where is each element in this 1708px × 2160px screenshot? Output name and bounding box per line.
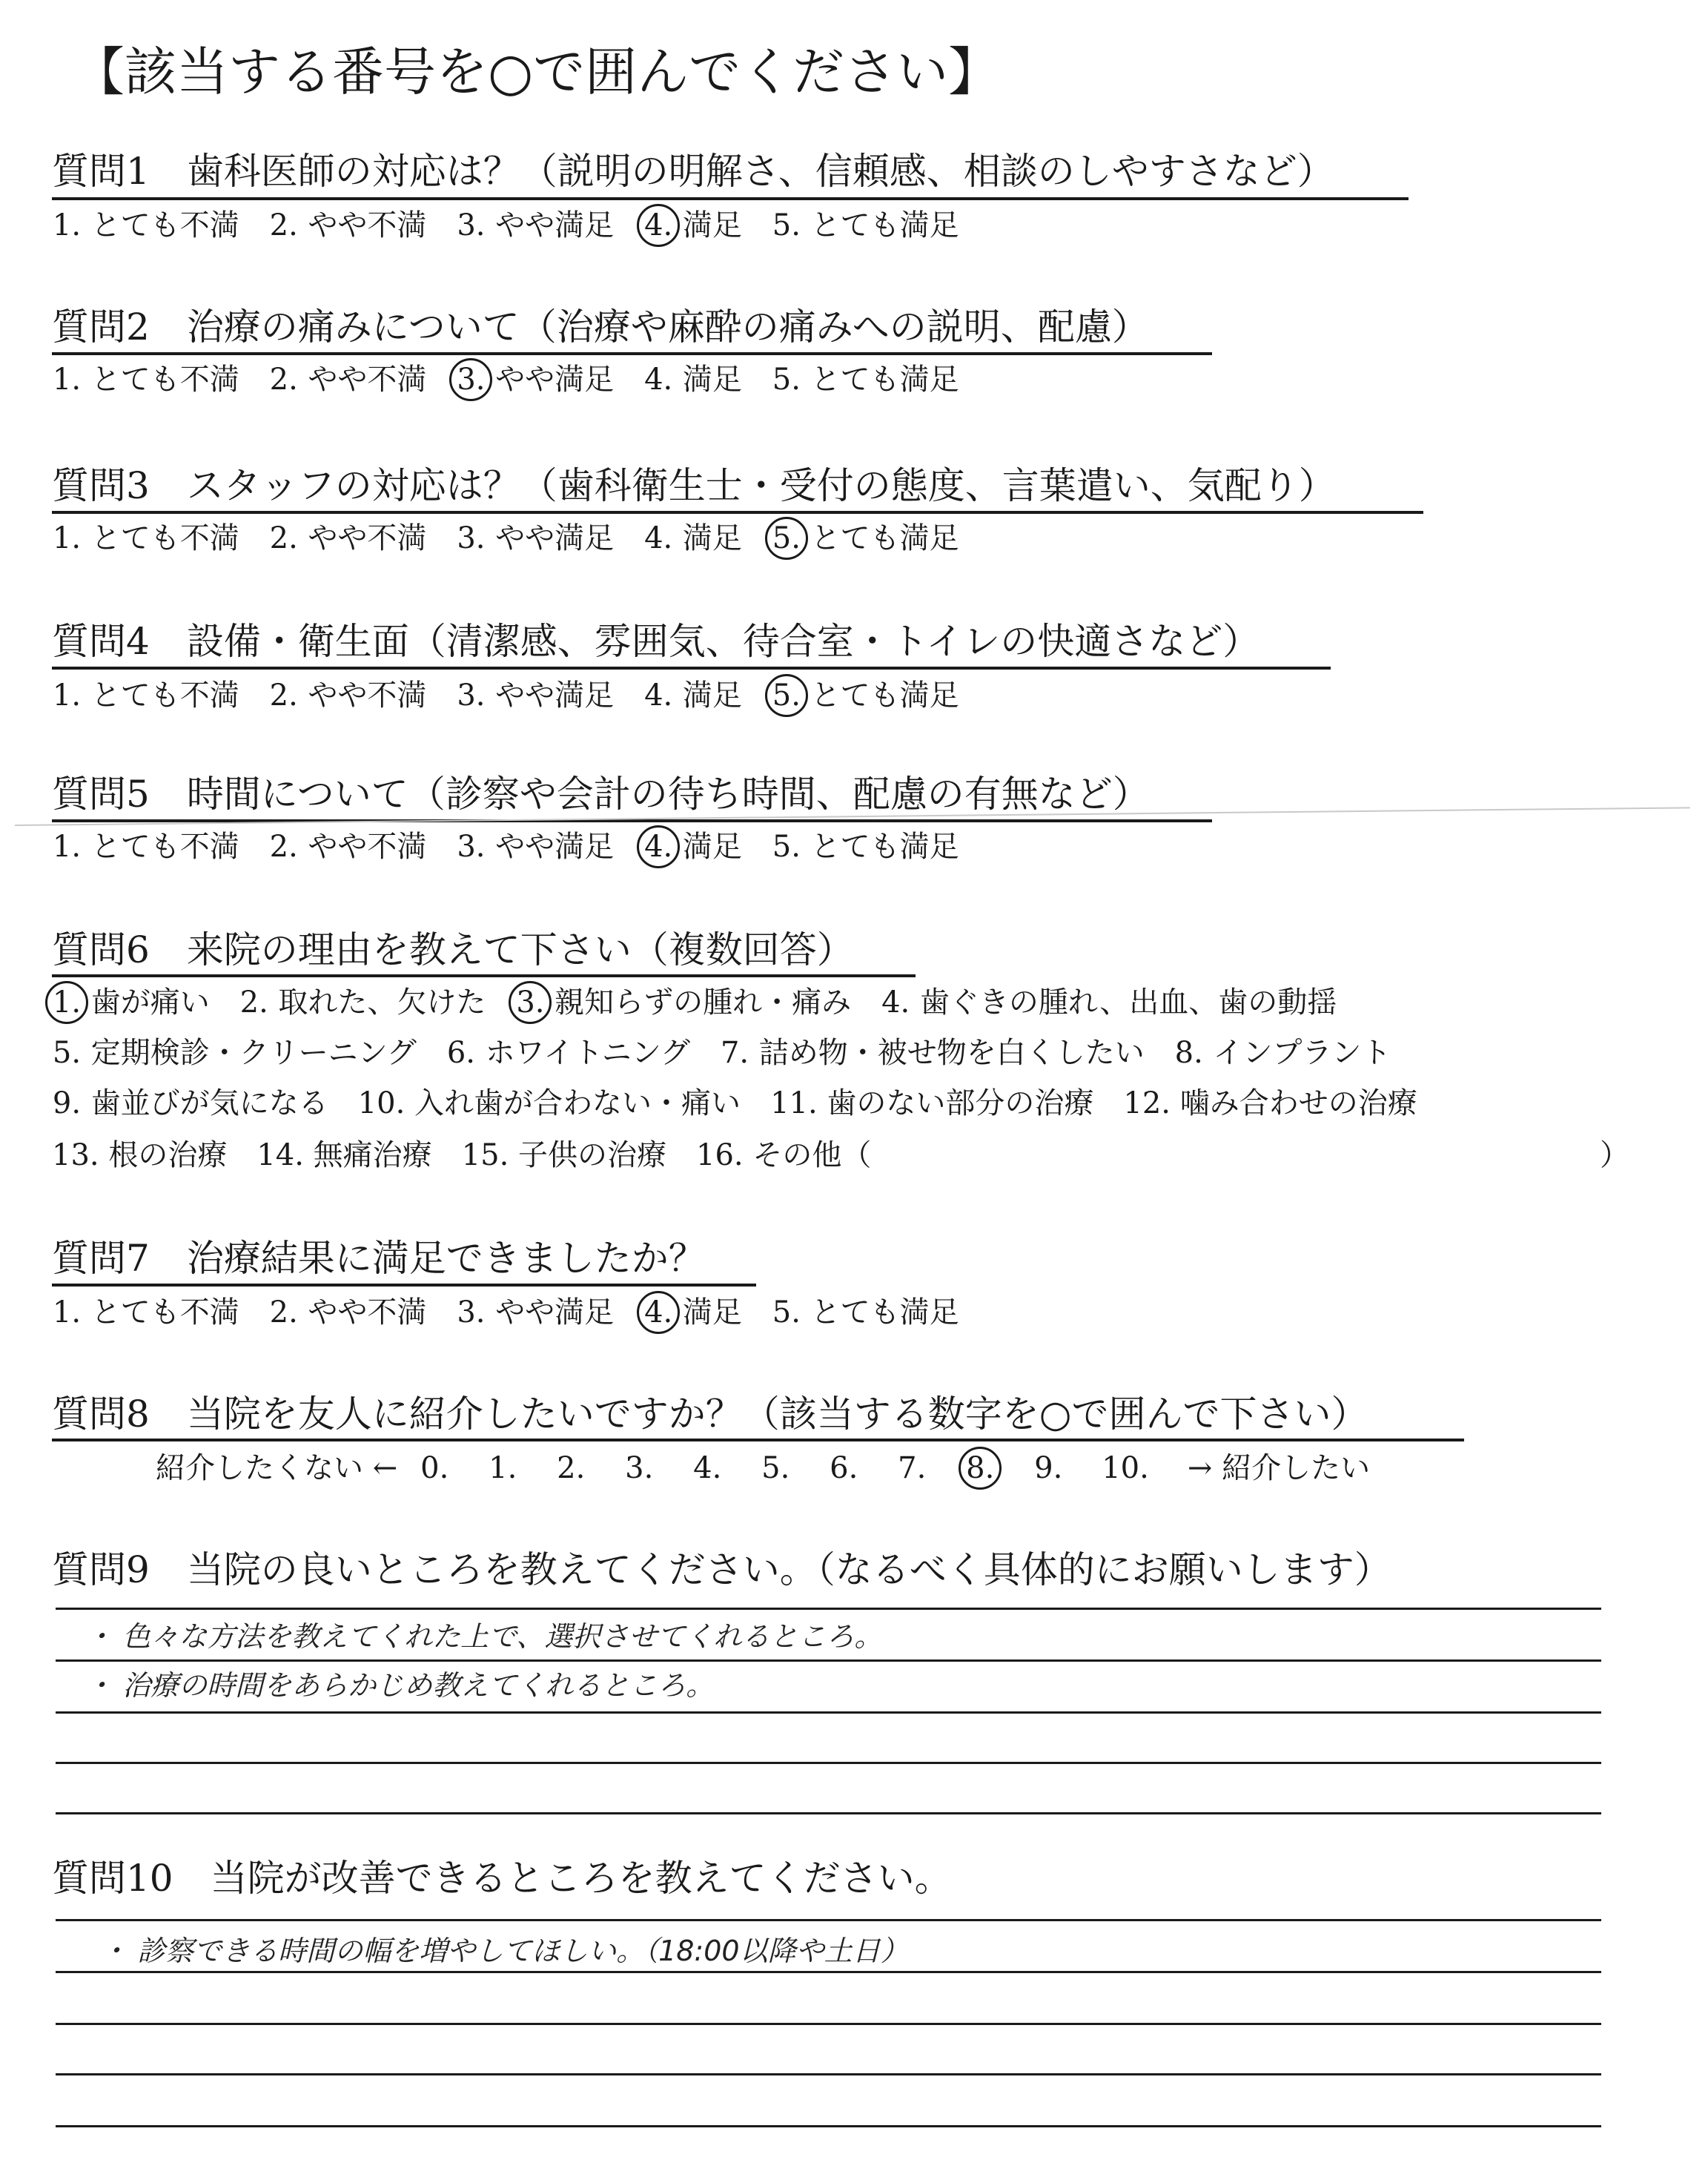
answer-options — [52, 832, 989, 862]
question-label: 質問3 — [52, 464, 150, 507]
recommend-scale — [156, 1453, 1370, 1483]
option-7[interactable] — [897, 1453, 927, 1483]
option-number: 2. — [269, 363, 298, 397]
answer-options — [52, 678, 989, 713]
writing-line — [56, 2023, 1601, 2025]
question-label: 質問9 — [52, 1548, 150, 1591]
option-2[interactable] — [269, 208, 427, 242]
question-underline — [52, 197, 1409, 200]
option-number: 1. — [489, 1451, 517, 1485]
question-underline — [52, 974, 916, 977]
option-4[interactable] — [643, 832, 742, 862]
option-label: とても満足 — [801, 521, 959, 555]
option-4[interactable] — [643, 678, 742, 713]
option-number: 3. — [457, 678, 486, 713]
option-2[interactable] — [239, 985, 486, 1020]
answer-options — [52, 1295, 989, 1330]
option-number: 2. — [269, 830, 298, 864]
option-number: 5. — [772, 1295, 801, 1330]
option-0[interactable] — [420, 1453, 449, 1483]
circled-option-number: 4. — [644, 1295, 673, 1330]
question-text: 当院の良いところを教えてください。（なるべく具体的にお願いします） — [186, 1548, 1391, 1591]
option-number: 0. — [420, 1451, 449, 1485]
option-label: 子供の治療 — [509, 1138, 667, 1172]
question-label: 質問6 — [52, 928, 150, 971]
question-text: スタッフの対応は？（歯科衛生士・受付の態度、言葉遣い、気配り） — [186, 464, 1336, 507]
option-number: 6. — [446, 1036, 475, 1070]
option-3[interactable] — [456, 832, 614, 862]
option-8[interactable] — [1174, 1038, 1391, 1068]
option-10[interactable] — [357, 1086, 741, 1120]
option-9[interactable] — [1033, 1453, 1063, 1483]
option-number: 9. — [1034, 1451, 1063, 1485]
option-label: 歯並びが気になる — [82, 1086, 328, 1120]
question-underline — [52, 1439, 1464, 1441]
question-title — [52, 928, 854, 971]
option-number: 5. — [52, 1036, 82, 1070]
option-label: やや不満 — [298, 1295, 427, 1330]
option-number: 3. — [457, 830, 486, 864]
option-2[interactable] — [269, 678, 427, 713]
option-number: 3. — [457, 208, 486, 242]
question-underline — [52, 1284, 756, 1287]
option-11[interactable] — [770, 1086, 1094, 1120]
option-label: やや満足 — [486, 830, 615, 864]
circled-option-number: 3. — [457, 363, 486, 397]
option-3[interactable] — [515, 985, 852, 1020]
option-3[interactable] — [456, 1295, 615, 1330]
option-number: 7. — [898, 1451, 927, 1485]
option-4[interactable] — [643, 521, 742, 555]
option-label: とても不満 — [82, 521, 239, 555]
circled-option-number: 8. — [966, 1451, 995, 1485]
circled-option-number: 4. — [644, 830, 673, 864]
question-underline — [52, 352, 1212, 355]
reason-options-row — [52, 985, 1366, 1020]
question-label: 質問7 — [52, 1237, 150, 1280]
option-4[interactable] — [692, 1453, 722, 1483]
option-number: 4. — [644, 521, 673, 555]
option-label: 噛み合わせの治療 — [1171, 1086, 1417, 1120]
question-label: 質問1 — [52, 150, 150, 193]
page-heading: 【該当する番号を○で囲んでください】 — [73, 42, 1001, 102]
option-label: 歯のない部分の治療 — [817, 1086, 1094, 1120]
option-label: やや不満 — [298, 830, 427, 864]
option-3[interactable] — [624, 1453, 654, 1483]
option-label: 満足 — [673, 1295, 742, 1330]
option-2[interactable] — [269, 1295, 427, 1330]
option-label: とても満足 — [801, 1295, 959, 1330]
option-number: 10. — [357, 1086, 406, 1120]
option-label: やや不満 — [298, 363, 427, 397]
question-text: 当院を友人に紹介したいですか？（該当する数字を○で囲んで下さい） — [186, 1393, 1368, 1436]
option-3[interactable] — [456, 208, 615, 242]
option-5[interactable] — [772, 678, 959, 713]
option-number: 1. — [52, 1295, 82, 1330]
option-number: 11. — [770, 1086, 818, 1120]
option-number: 3. — [457, 1295, 486, 1330]
option-4[interactable] — [643, 1295, 742, 1330]
option-5[interactable] — [52, 1038, 417, 1068]
writing-line — [56, 1659, 1601, 1662]
option-number: 10. — [1102, 1451, 1149, 1485]
option-15[interactable] — [462, 1140, 666, 1170]
option-number: 4. — [644, 678, 673, 713]
option-label: やや満足 — [486, 678, 615, 713]
option-label: とても不満 — [82, 830, 239, 864]
question-label: 質問5 — [52, 773, 150, 816]
option-number: 2. — [269, 521, 298, 555]
option-number: 2. — [269, 208, 298, 242]
option-7[interactable] — [720, 1038, 1145, 1068]
reason-options-row — [52, 1038, 1420, 1068]
option-label: とても不満 — [82, 363, 239, 397]
writing-line — [56, 1971, 1601, 1973]
writing-line — [56, 2125, 1601, 2127]
option-label: 満足 — [673, 830, 742, 864]
option-label: 詰め物・被せ物を白くしたい — [749, 1036, 1145, 1070]
option-4[interactable] — [643, 363, 742, 397]
option-4[interactable] — [643, 208, 742, 242]
option-1[interactable] — [52, 678, 239, 713]
option-number: 16. — [696, 1138, 744, 1172]
option-1[interactable] — [52, 832, 239, 862]
option-label: やや不満 — [298, 521, 427, 555]
option-5[interactable] — [772, 208, 959, 242]
question-text: 設備・衛生面（清潔感、雰囲気、待合室・トイレの快適さなど） — [186, 620, 1260, 663]
option-label: とても満足 — [801, 363, 959, 397]
option-number: 1. — [52, 363, 82, 397]
option-14[interactable] — [256, 1140, 431, 1170]
option-1[interactable] — [52, 521, 239, 555]
option-16[interactable] — [696, 1140, 871, 1170]
question-label: 質問8 — [52, 1393, 150, 1436]
option-label: やや満足 — [486, 1295, 615, 1330]
option-label: 歯が痛い — [82, 985, 210, 1020]
option-label: とても満足 — [801, 678, 959, 713]
option-label: とても満足 — [801, 208, 959, 242]
writing-line — [56, 1608, 1601, 1610]
question-title — [52, 305, 1149, 349]
question-label: 質問10 — [52, 1857, 173, 1900]
option-5[interactable] — [772, 363, 959, 397]
option-label: 満足 — [673, 521, 742, 555]
option-label: インプラント — [1203, 1036, 1391, 1070]
option-label: とても不満 — [82, 1295, 239, 1330]
option-number: 2. — [269, 1295, 298, 1330]
option-label: 満足 — [673, 678, 742, 713]
option-4[interactable] — [881, 985, 1337, 1020]
circled-option-number: 3. — [516, 985, 545, 1020]
option-label: やや不満 — [298, 678, 427, 713]
question-title — [52, 1393, 1368, 1436]
question-title — [52, 1237, 706, 1280]
option-5[interactable] — [772, 832, 959, 862]
option-8[interactable] — [965, 1453, 995, 1483]
question-label: 質問2 — [52, 305, 150, 349]
question-underline — [52, 667, 1331, 670]
answer-options — [52, 363, 989, 397]
option-1[interactable] — [52, 985, 210, 1020]
option-number: 4. — [644, 363, 673, 397]
option-label: 歯ぐきの腫れ、出血、歯の動揺 — [910, 985, 1337, 1020]
option-number: 4. — [693, 1451, 722, 1485]
option-number: 9. — [52, 1086, 82, 1120]
question-title — [52, 1548, 1391, 1591]
option-label: やや満足 — [486, 208, 615, 242]
question-title — [52, 773, 1150, 816]
option-number: 1. — [52, 208, 82, 242]
option-number: 5. — [772, 830, 801, 864]
option-number: 13. — [52, 1138, 99, 1172]
option-number: 12. — [1123, 1086, 1171, 1120]
handwritten-answer: ・ 治療の時間をあらかじめ教えてくれるところ。 — [85, 1669, 715, 1702]
option-12[interactable] — [1123, 1086, 1417, 1120]
option-label: ホワイトニング — [475, 1036, 691, 1070]
question-text: 来院の理由を教えて下さい（複数回答） — [186, 928, 854, 971]
circled-option-number: 4. — [644, 208, 673, 242]
option-label: 入れ歯が合わない・痛い — [405, 1086, 741, 1120]
option-number: 2. — [557, 1451, 586, 1485]
option-10[interactable] — [1102, 1453, 1149, 1483]
option-number: 15. — [461, 1138, 509, 1172]
option-label: 根の治療 — [99, 1138, 228, 1172]
handwritten-answer: ・ 色々な方法を教えてくれた上で、選択させてくれるところ。 — [85, 1620, 883, 1653]
scale-values — [420, 1451, 1188, 1485]
option-3[interactable] — [456, 521, 615, 555]
answer-options — [52, 521, 989, 555]
circled-option-number: 5. — [772, 678, 801, 713]
option-number: 5. — [772, 363, 801, 397]
option-number: 1. — [52, 521, 82, 555]
option-label: 取れた、欠けた — [268, 985, 486, 1020]
question-text: 治療結果に満足できましたか？ — [186, 1237, 706, 1280]
option-number: 1. — [52, 678, 82, 713]
reason-options-row — [52, 1086, 1447, 1120]
option-label: 満足 — [673, 208, 742, 242]
option-5[interactable] — [761, 1453, 790, 1483]
option-5[interactable] — [772, 521, 959, 555]
writing-line — [56, 1711, 1601, 1714]
option-5[interactable] — [772, 1295, 959, 1330]
option-number: 14. — [256, 1138, 304, 1172]
question-text: 当院が改善できるところを教えてください。 — [210, 1857, 952, 1900]
option-label: やや不満 — [298, 208, 427, 242]
option-6[interactable] — [829, 1453, 858, 1483]
question-label: 質問4 — [52, 620, 150, 663]
writing-line — [56, 1919, 1601, 1921]
option-label: とても不満 — [82, 678, 239, 713]
option-label: とても満足 — [801, 830, 959, 864]
option-label: とても不満 — [82, 208, 239, 242]
option-label: その他（ — [743, 1138, 872, 1172]
circled-option-number: 5. — [772, 521, 801, 555]
option-1[interactable] — [52, 1295, 239, 1330]
option-number: 2. — [239, 985, 268, 1020]
question-text: 時間について（診察や会計の待ち時間、配慮の有無など） — [186, 773, 1150, 816]
scale-right-label: → 紹介したい — [1187, 1451, 1371, 1485]
option-number: 5. — [772, 208, 801, 242]
option-13[interactable] — [52, 1140, 227, 1170]
option-6[interactable] — [446, 1038, 690, 1068]
question-title — [52, 1857, 952, 1900]
question-title — [52, 620, 1260, 663]
writing-line — [56, 2073, 1601, 2075]
option-number: 5. — [761, 1451, 790, 1485]
writing-line — [56, 1762, 1601, 1764]
option-number: 3. — [457, 521, 486, 555]
option-number: 4. — [881, 985, 910, 1020]
writing-line — [56, 1812, 1601, 1814]
option-9[interactable] — [52, 1086, 328, 1120]
option-label: やや満足 — [486, 521, 615, 555]
option-number: 6. — [830, 1451, 858, 1485]
option-1[interactable] — [52, 363, 239, 397]
option-label: 無痛治療 — [303, 1138, 432, 1172]
handwritten-answer: ・ 診察できる時間の幅を増やしてほしい。（18:00以降や土日） — [100, 1935, 909, 1967]
option-2[interactable] — [269, 832, 427, 862]
scale-left-label: 紹介したくない ← — [156, 1451, 398, 1485]
option-number: 1. — [52, 830, 82, 864]
question-title — [52, 150, 1334, 193]
question-title — [52, 464, 1336, 507]
option-label: 定期検診・クリーニング — [82, 1036, 417, 1070]
option-3[interactable] — [456, 363, 615, 397]
option-number: 2. — [269, 678, 298, 713]
question-underline — [52, 511, 1423, 514]
answer-options — [52, 208, 989, 242]
reason-options-row — [52, 1140, 901, 1170]
option-1[interactable] — [52, 208, 239, 242]
option-number: 8. — [1174, 1036, 1203, 1070]
option-3[interactable] — [456, 678, 615, 713]
other-close-paren: ） — [1600, 1138, 1629, 1172]
option-number: 7. — [720, 1036, 749, 1070]
option-2[interactable] — [556, 1453, 586, 1483]
question-text: 治療の痛みについて（治療や麻酔の痛みへの説明、配慮） — [186, 305, 1149, 349]
option-label: 親知らずの腫れ・痛み — [545, 985, 852, 1020]
option-label: やや満足 — [486, 363, 615, 397]
option-1[interactable] — [488, 1453, 517, 1483]
circled-option-number: 1. — [52, 985, 82, 1020]
option-label: 満足 — [673, 363, 742, 397]
option-number: 3. — [625, 1451, 654, 1485]
question-text: 歯科医師の対応は？（説明の明解さ、信頼感、相談のしやすさなど） — [186, 150, 1334, 193]
option-2[interactable] — [269, 521, 427, 555]
option-2[interactable] — [269, 363, 427, 397]
